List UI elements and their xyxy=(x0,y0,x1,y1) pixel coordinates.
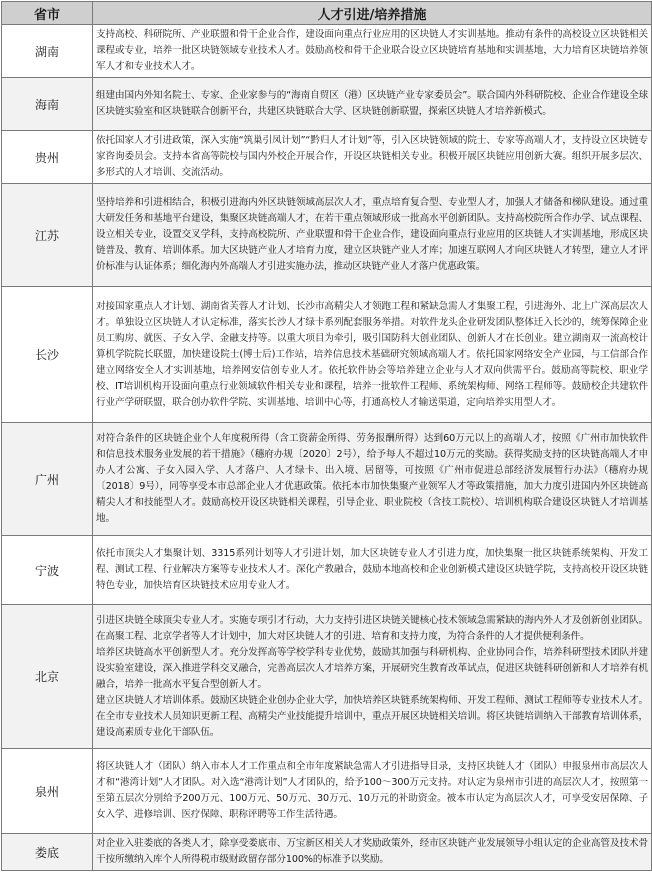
province-cell: 长沙 xyxy=(2,287,93,423)
province-cell: 泉州 xyxy=(2,749,93,834)
table-row xyxy=(2,287,652,423)
province-cell: 湖南 xyxy=(2,25,93,78)
measures-cell: 引进区块链全球顶尖专业人才。实施专项引才行动，大力支持引进区块链关键核心技术领域急需紧缺的海内外人才及创新创业团队。在高聚工程、北京学者等人才计划中，加大对区块链人才的引进、培育和支持力度，为符合条件的人才提供便利条件。 培养区块链高水平创新型人才。充分发挥高等学校学科专业优势，鼓励其加强与科研机构、企业协同合作，培养科研型技术团队并建设实验室建设，深入推进学科交叉融合，完善高层次人才培养方案，开展研究生教育改革试点，促进区块链科研创新和人才培养有机融合，培养一批高水平复合型创新人才。 建立区块链人才培训体系。鼓励区块链企业创办企业大学，加快培养区块链系统架构师、开发工程师、测试工程师等专业技术人才。在全市专业技术人员知识更新工程、高精尖产业技能提升培训中，重点开展区块链相关培训。将区块链培训纳入干部教育培训体系，建设高素质专业化干部队伍。 xyxy=(93,605,652,749)
table-row xyxy=(2,25,652,78)
measures-cell: 坚持培养和引进相结合，积极引进海内外区块链领域高层次人才，重点培育复合型、专业型人才，加强人才储备和梯队建设。通过重大研发任务和基地平台建设，集聚区块链高端人才，在若干重点领域形成一批高水平创新团队。支持高校院所合作办学、试点课程、设立相关专业，设置交叉学科，支持高校院所、产业联盟和骨干企业合作，建设面向重点行业应用的区块链人才实训基地，形成区块链普及、教育、培训体系。加大区块链产业人才培育力度，建立区块链产业人才库；加速互联网人才向区块链人才转型，建立人才评价标准与认证体系；细化海内外高端人才引进实施办法，推动区块链产业人才落户优惠政策。 xyxy=(93,184,652,287)
table-row xyxy=(2,78,652,131)
province-cell: 海南 xyxy=(2,78,93,131)
province-cell: 广州 xyxy=(2,423,93,536)
province-cell: 娄底 xyxy=(2,834,93,871)
policy-table xyxy=(1,1,652,871)
table-row xyxy=(2,184,652,287)
table-row xyxy=(2,834,652,871)
measures-cell: 依托国家人才引进政策，深入实施“筑巢引凤计划”“黔归人才计划”等，引入区块链领域的院士、专家等高端人才，支持设立区块链专家咨询委员会。支持本省高等院校与国内外校企开展合作，开设区块链相关专业。积极开展区块链应用创新大赛。组织开展多层次、多形式的人才培训、交流活动。 xyxy=(93,131,652,184)
measures-cell: 依托市顶尖人才集聚计划、3315系列计划等人才引进计划，加大区块链专业人才引进力度，加快集聚一批区块链系统架构、开发工程、测试工程、行业解决方案等专业技术人才。深化产教融合，鼓励本地高校和企业创新模式建设区块链学院，支持高校开设区块链特色专业，加快培育区块链技术应用专业人才。 xyxy=(93,536,652,605)
measures-cell: 对企业入驻娄底的各类人才，除享受娄底市、万宝新区相关人才奖励政策外，经市区块链产业发展领导小组认定的企业高管及技术骨干按所缴纳入库个人所得税市级财政留存部分100%的标准予以奖励。 xyxy=(93,834,652,871)
measures-cell: 组建由国内外知名院士、专家、企业家参与的“海南自贸区（港）区块链产业专家委员会”。联合国内外科研院校、企业合作建设全球区块链实验室和区块链联合创新平台，共建区块链联合大学、区块链创新联盟，探索区块链人才培养新模式。 xyxy=(93,78,652,131)
province-cell: 北京 xyxy=(2,605,93,749)
measures-column-header: 人才引进/培养措施 xyxy=(93,2,652,25)
table-row xyxy=(2,605,652,749)
table-row xyxy=(2,131,652,184)
province-cell: 江苏 xyxy=(2,184,93,287)
table-header-row xyxy=(2,2,652,25)
province-cell: 贵州 xyxy=(2,131,93,184)
measures-cell: 对接国家重点人才计划、湖南省芙蓉人才计划、长沙市高精尖人才领跑工程和紧缺急需人才集聚工程，引进海外、北上广深高层次人才。单独设立区块链人才认定标准，落实长沙人才绿卡系列配套服务举措。对软件龙头企业研发团队整体迁入长沙的，统筹保障企业员工购房、就医、子女入学、金融支持等。以重大项目为牵引，吸引国防科大创业团队、创新人才在长创业。建立湖南双一流高校计算机学院院长联盟，加快建设院士(博士后)工作站，培养信息技术基础研究领域高端人才。依托国家网络安全产业园，与工信部合作建立网络安全人才实训基地，培养网安信创专业人才。依托软件协会等培养建立企业与人才双向供需平台。鼓励高等院校、职业学校、IT培训机构开设面向重点行业领域软件相关专业和课程，培养一批软件工程师、系统架构师、网络工程师等。鼓励校企共建软件行业产学研联盟，联合创办软件学院、实训基地、培训中心等，打通高校人才输送渠道，定向培养实用型人才。 xyxy=(93,287,652,423)
measures-cell: 将区块链人才（团队）纳入市本人才工作重点和全市年度紧缺急需人才引进指导目录，支持区块链人才（团队）申报泉州市高层次人才和“港湾计划”人才团队。对入选“港湾计划”人才团队的，给予100～300万元支持。对认定为泉州市引进的高层次人才，按照第一至第五层次分别给予200万元、100万元、50万元、30万元、10万元的补助资金。被本市认定为高层次人才，可享受安居保障、子女入学、进修培训、医疗保障、职称评聘等工作生活待遇。 xyxy=(93,749,652,834)
table-row xyxy=(2,536,652,605)
table-row xyxy=(2,423,652,536)
province-column-header: 省市 xyxy=(2,2,93,25)
measures-cell: 对符合条件的区块链企业个人年度税所得（含工资薪金所得、劳务报酬所得）达到60万元以上的高端人才，按照《广州市加快软件和信息技术服务业发展的若干措施》（穗府办规〔2020〕2号），给予每人不超过10万元的奖励。获得奖励支持的区块链高端人才申办人才公寓、子女入园入学、人才落户、人才绿卡、出入境、居留等，可按照《广州市促进总部经济发展暂行办法》（穗府办规〔2018〕9号），同等享受本市总部企业人才优惠政策。依托本市加快集聚产业领军人才等政策措施，加大力度引进国内外区块链高精尖人才和技能型人才。鼓励高校开设区块链相关课程，引导企业、职业院校（含技工院校）、培训机构联合建设区块链人才培训基地。 xyxy=(93,423,652,536)
measures-cell: 支持高校、科研院所、产业联盟和骨干企业合作，建设面向重点行业应用的区块链人才实训基地。推动有条件的高校设立区块链相关课程或专业，培养一批区块链领域专业技术人才。鼓励高校和骨干企业联合设立区块链培育基地和实训基地，大力培育区块链培养领军人才和专业技术人才。 xyxy=(93,25,652,78)
table-row xyxy=(2,749,652,834)
province-cell: 宁波 xyxy=(2,536,93,605)
